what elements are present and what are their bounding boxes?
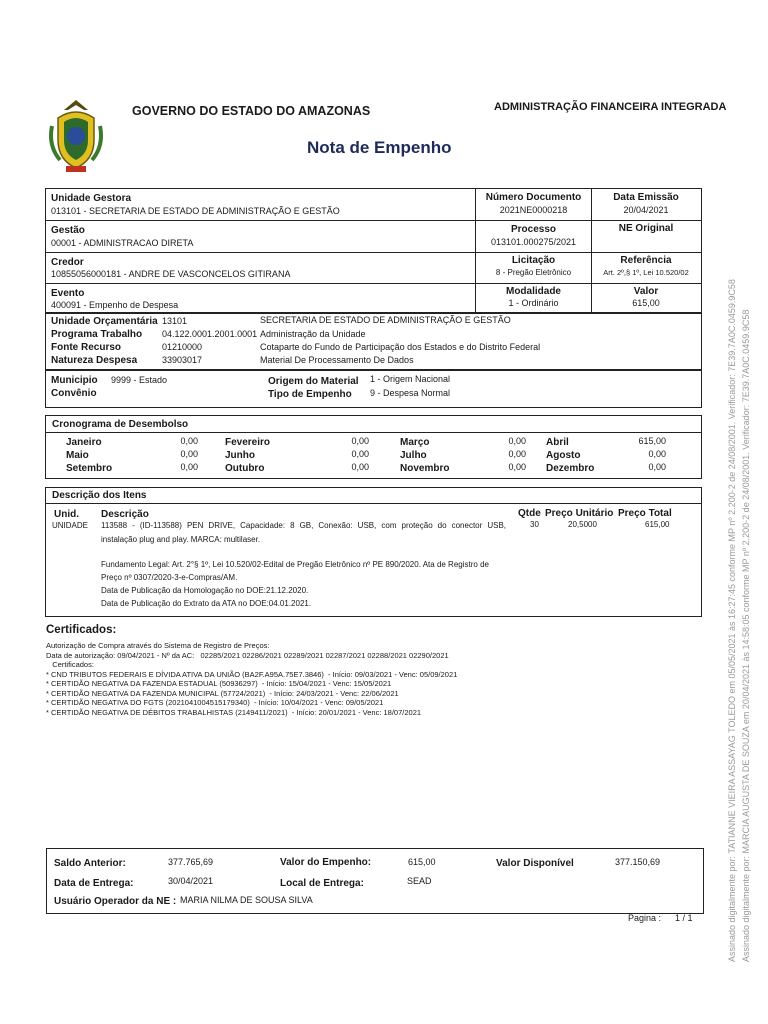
month-value: 0,00	[648, 462, 666, 472]
fundamento-legal-line2: Preço nº 0307/2020-3-e-Compras/AM.	[101, 573, 238, 582]
month-name: Janeiro	[66, 437, 102, 448]
ug-value: 013101 - SECRETARIA DE ESTADO DE ADMINISTRAÇÃO E GESTÃO	[51, 206, 340, 216]
num-doc-value: 2021NE0000218	[499, 205, 568, 215]
digital-signature-1: Assinado digitalmente por: TATIANNE VIEIRA ASSAYAG TOLEDO em 05/05/2021 às 16:27:45 conforme MP nº 2.200-2 de 24/08/2001. Verificador: 7E39.7A0C.0459.9C58	[727, 279, 737, 962]
nd-label: Natureza Despesa	[51, 355, 138, 366]
item-preco-unit: 20,5000	[568, 520, 597, 529]
origem-value: 1 - Origem Nacional	[370, 374, 451, 384]
nd-code: 33903017	[162, 355, 203, 365]
credor-value: 10855056000181 - ANDRE DE VASCONCELOS GITIRANA	[51, 269, 291, 279]
processo-value: 013101.000275/2021	[490, 237, 577, 247]
col-unid-header: Unid.	[54, 509, 79, 520]
valor-empenho-value: 615,00	[408, 857, 436, 867]
month-name: Setembro	[66, 463, 113, 474]
certificado-line: * CERTIDÃO NEGATIVA DA FAZENDA MUNICIPAL (57724/2021) - Início: 24/03/2021 - Venc: 22/06/2021	[46, 688, 399, 698]
month-name: Março	[400, 437, 430, 448]
month-value: 0,00	[351, 449, 369, 459]
month-name: Outubro	[225, 463, 265, 474]
referencia-value: Art. 2º,§ 1º, Lei 10.520/02	[603, 268, 689, 277]
month-value: 0,00	[508, 462, 526, 472]
col-preco-unit-header: Preço Unitário	[545, 508, 614, 519]
licitacao-label: Licitação	[511, 255, 556, 266]
item-desc-line1: 113588 - (ID-113588) PEN DRIVE, Capacidade: 8 GB, Conexão: USB, com proteção do conector USB,	[101, 521, 506, 530]
digital-signature-2: Assinado digitalmente por: MARCIA AUGUSTA DE SOUZA em 20/04/2021 às 14:58:05 conforme MP nº 2.200-2 de 24/08/2001. Verificador: 7E39.7A0C.0459.9C58	[741, 309, 751, 962]
month-value: 0,00	[180, 449, 198, 459]
itens-title: Descrição dos Itens	[52, 490, 147, 501]
valor-disponivel-value: 377.150,69	[615, 857, 661, 867]
fr-code: 01210000	[162, 342, 203, 352]
num-doc-label: Número Documento	[485, 192, 582, 203]
local-entrega-value: SEAD	[407, 876, 432, 886]
item-qtde: 30	[530, 520, 539, 529]
system-title: ADMINISTRAÇÃO FINANCEIRA INTEGRADA	[494, 101, 727, 113]
document-title: Nota de Empenho	[307, 138, 452, 157]
data-entrega-value: 30/04/2021	[168, 876, 214, 886]
uo-label: Unidade Orçamentária	[51, 316, 158, 327]
month-value: 0,00	[351, 462, 369, 472]
fr-label: Fonte Recurso	[51, 342, 122, 353]
local-entrega-label: Local de Entrega:	[280, 878, 364, 889]
month-name: Julho	[400, 450, 427, 461]
modalidade-value: 1 - Ordinário	[508, 298, 559, 308]
pt-code: 04.122.0001.2001.0001	[162, 329, 258, 339]
month-value: 0,00	[648, 449, 666, 459]
month-value: 0,00	[180, 436, 198, 446]
valor-value: 615,00	[632, 298, 660, 308]
month-name: Abril	[546, 437, 569, 448]
government-title: GOVERNO DO ESTADO DO AMAZONAS	[132, 104, 371, 118]
item-unid: UNIDADE	[52, 521, 89, 530]
uo-code: 13101	[162, 316, 188, 326]
pagina-value: 1 / 1	[675, 913, 693, 923]
tipo-empenho-value: 9 - Despesa Normal	[370, 388, 451, 398]
extrato-ata-date: Data de Publicação do Extrato da ATA no DOE:04.01.2021.	[101, 599, 312, 608]
evento-label: Evento	[51, 288, 85, 299]
data-emissao-value: 20/04/2021	[623, 205, 669, 215]
fundamento-legal-line1: Fundamento Legal: Art. 2°§ 1º, Lei 10.520/02-Edital de Pregão Eletrônico nº PE 890/2020. Ata de Registro de	[101, 560, 489, 569]
month-value: 0,00	[508, 449, 526, 459]
certificado-line: * CND TRIBUTOS FEDERAIS E DÍVIDA ATIVA DA UNIÃO (BA2F.A95A.75E7.3846) - Início: 09/03/2021 - Venc: 05/09/2021	[46, 669, 458, 679]
ug-label: Unidade Gestora	[51, 193, 132, 204]
saldo-anterior-label: Saldo Anterior:	[54, 858, 126, 869]
month-value: 0,00	[351, 436, 369, 446]
convenio-label: Convênio	[51, 388, 97, 399]
month-name: Fevereiro	[225, 437, 271, 448]
referencia-label: Referência	[620, 255, 672, 266]
processo-label: Processo	[510, 224, 557, 235]
certificado-line: Certificados:	[46, 660, 94, 669]
month-value: 0,00	[180, 462, 198, 472]
uo-desc: SECRETARIA DE ESTADO DE ADMINISTRAÇÃO E GESTÃO	[260, 315, 511, 325]
col-descricao-header: Descrição	[101, 509, 149, 520]
certificado-line: * CERTIDÃO NEGATIVA DE DÉBITOS TRABALHISTAS (2149411/2021) - Início: 20/01/2021 - Venc: 18/07/2021	[46, 707, 422, 717]
pt-label: Programa Trabalho	[51, 329, 143, 340]
item-desc-line2: instalação plug and play. MARCA: multilaser.	[101, 535, 261, 544]
item-preco-total: 615,00	[645, 520, 670, 529]
valor-empenho-label: Valor do Empenho:	[280, 857, 372, 868]
origem-label: Origem do Material	[268, 376, 359, 387]
month-name: Novembro	[400, 463, 450, 474]
pt-desc: Administração da Unidade	[260, 329, 366, 339]
tipo-empenho-label: Tipo de Empenho	[268, 389, 352, 400]
certificado-line: Autorização de Compra através do Sistema de Registro de Preços:	[46, 641, 270, 650]
credor-label: Credor	[51, 257, 84, 268]
valor-label: Valor	[633, 286, 659, 297]
homologacao-date: Data de Publicação da Homologação no DOE:21.12.2020.	[101, 586, 309, 595]
gestao-label: Gestão	[51, 225, 85, 236]
ne-original: NE Original	[618, 223, 674, 234]
state-emblem	[44, 96, 108, 176]
data-entrega-label: Data de Entrega:	[54, 878, 134, 889]
usuario-operador-label: Usuário Operador da NE :	[54, 896, 177, 907]
gestao-value: 00001 - ADMINISTRACAO DIRETA	[51, 238, 194, 248]
month-value: 615,00	[638, 436, 666, 446]
month-name: Junho	[225, 450, 255, 461]
fr-desc: Cotaparte do Fundo de Participação dos Estados e do Distrito Federal	[260, 342, 541, 352]
month-value: 0,00	[508, 436, 526, 446]
cronograma-title: Cronograma de Desembolso	[52, 419, 189, 430]
month-name: Agosto	[546, 450, 581, 461]
itens-section	[45, 487, 702, 617]
month-name: Maio	[66, 450, 89, 461]
certificado-line: * CERTIDÃO NEGATIVA DA FAZENDA ESTADUAL (50936297) - Início: 15/04/2021 - Venc: 15/05/2021	[46, 679, 392, 688]
month-name: Dezembro	[546, 463, 595, 474]
data-emissao-label: Data Emissão	[613, 192, 679, 203]
col-preco-total-header: Preço Total	[618, 508, 672, 519]
usuario-operador-value: MARIA NILMA DE SOUSA SILVA	[180, 895, 313, 905]
saldo-anterior-value: 377.765,69	[168, 857, 214, 867]
nd-desc: Material De Processamento De Dados	[260, 355, 414, 365]
col-qtde-header: Qtde	[518, 508, 541, 519]
certificado-line: Data de autorização: 09/04/2021 - Nº da AC: 02285/2021 02286/2021 02289/2021 02287/2021 02288/2021 02290/2021	[46, 650, 449, 660]
pagina-label: Pagina :	[628, 913, 662, 923]
municipio-label: Municipio	[51, 375, 98, 386]
certificados-title: Certificados:	[46, 624, 117, 636]
licitacao-value: 8 - Pregão Eletrônico	[495, 268, 572, 277]
valor-disponivel-label: Valor Disponível	[496, 858, 574, 869]
modalidade-label: Modalidade	[505, 286, 561, 297]
evento-value: 400091 - Empenho de Despesa	[51, 300, 179, 310]
municipio-value: 9999 - Estado	[111, 375, 168, 385]
certificado-line: * CERTIDÃO NEGATIVA DO FGTS (2021041004515179340) - Início: 10/04/2021 - Venc: 09/05/2021	[46, 698, 384, 707]
